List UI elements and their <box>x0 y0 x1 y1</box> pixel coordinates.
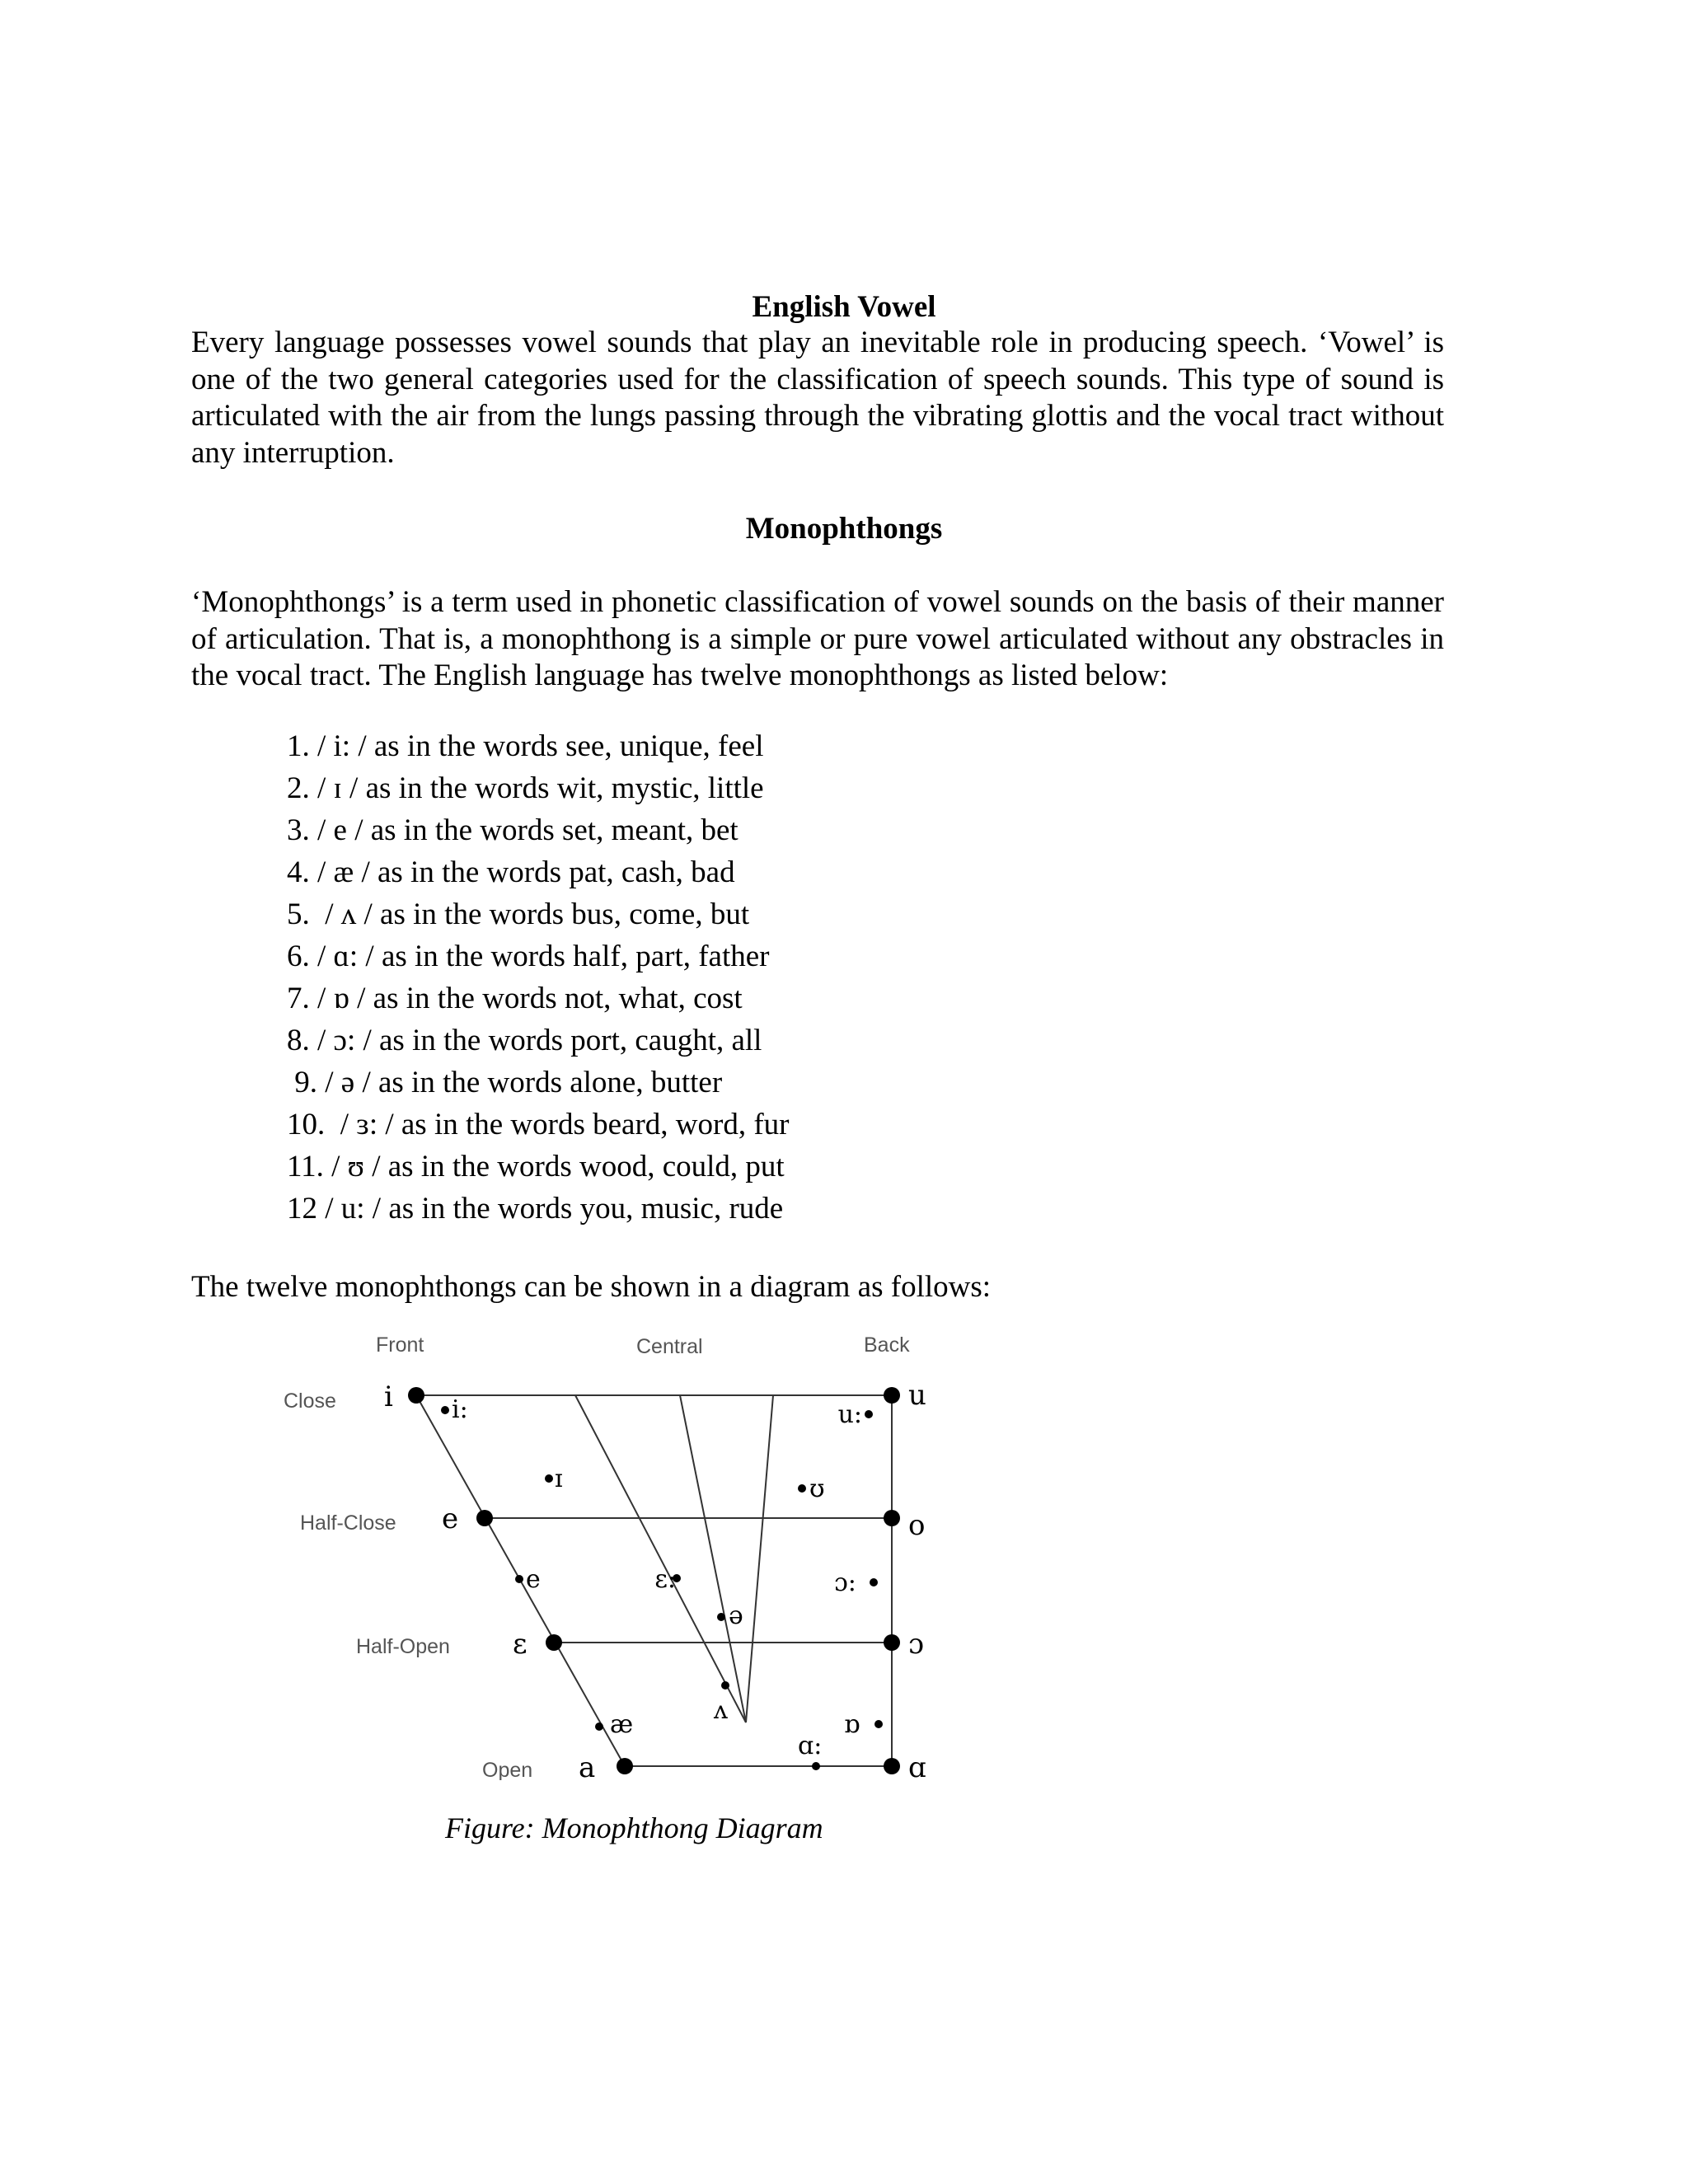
vowel-ae: æ <box>610 1710 634 1739</box>
list-item: 11. / ʊ / as in the words wood, could, put <box>287 1150 785 1183</box>
cardinal-front-half-close: e <box>442 1502 459 1535</box>
list-item: 7. / ɒ / as in the words not, what, cost <box>287 982 743 1015</box>
list-item: 4. / æ / as in the words pat, cash, bad <box>287 855 735 889</box>
cardinal-back-close: u <box>908 1379 926 1412</box>
vowel-u-long: u: <box>837 1400 862 1429</box>
row-label-close: Close <box>284 1390 336 1413</box>
vowel-schwa: ə <box>729 1601 743 1630</box>
cardinal-front-close: i <box>384 1380 393 1413</box>
figure-caption: Figure: Monophthong Diagram <box>445 1811 823 1844</box>
cardinal-back-half-open: ɔ <box>908 1628 925 1661</box>
row-label-open: Open <box>482 1759 533 1780</box>
col-label-front: Front <box>376 1333 424 1357</box>
vowel-i-long: i: <box>452 1395 468 1424</box>
subheading: Monophthongs <box>745 512 943 546</box>
vowel-open-o-short: ɒ <box>844 1710 860 1739</box>
list-item: 3. / e / as in the words set, meant, bet <box>287 813 738 847</box>
intro-paragraph: Every language possesses vowel sounds that play an inevitable role in producing speech. ‘Vowel’ is one of the two general categories used for the classification of speech sounds. This type of sound is articulated with the air from the lungs passing through the vibrating glottis and the vocal tract without any interruption. <box>191 326 1444 470</box>
list-item: 1. / i: / as in the words see, unique, feel <box>287 729 764 763</box>
vowel-er-long: ɛ: <box>654 1565 676 1594</box>
vowel-a-long: ɑ: <box>798 1732 823 1760</box>
list-item: 8. / ɔ: / as in the words port, caught, all <box>287 1024 762 1057</box>
list-item: 9. / ə / as in the words alone, butter <box>287 1066 723 1099</box>
cardinal-front-open: a <box>579 1751 596 1780</box>
cardinal-back-open: ɑ <box>908 1751 926 1780</box>
cardinal-back-half-close: o <box>908 1509 926 1542</box>
vowel-e: e <box>526 1565 541 1594</box>
monophthong-list <box>287 725 789 1230</box>
monophthong-paragraph: ‘Monophthongs’ is a term used in phonetic classification of vowel sounds on the basis of their manner of articulation. That is, a monophthong is a simple or pure vowel articulated without any obstracles in the vocal tract. The English language has twelve monophthongs as listed below: <box>191 585 1444 692</box>
row-label-half-close: Half-Close <box>300 1511 396 1535</box>
col-label-back: Back <box>864 1333 910 1357</box>
list-item: 12 / u: / as in the words you, music, rude <box>287 1192 784 1226</box>
monophthong-diagram <box>272 1319 948 1780</box>
vowel-wedge: ʌ <box>714 1696 728 1725</box>
list-item: 5. / ʌ / as in the words bus, come, but <box>287 898 750 931</box>
vowel-upsilon: ʊ <box>809 1474 825 1503</box>
vowel-open-o-long: ɔ: <box>834 1568 856 1597</box>
vowel-short-i: ɪ <box>555 1465 563 1493</box>
list-item: 10. / ɜ: / as in the words beard, word, fur <box>287 1108 790 1141</box>
diagram-intro: The twelve monophthongs can be shown in a diagram as follows: <box>191 1270 992 1304</box>
cardinal-front-half-open: ɛ <box>513 1628 528 1661</box>
row-label-half-open: Half-Open <box>356 1635 450 1658</box>
list-item: 6. / ɑ: / as in the words half, part, father <box>287 940 770 973</box>
list-item: 2. / ɪ / as in the words wit, mystic, little <box>287 771 764 805</box>
col-label-central: Central <box>636 1335 703 1358</box>
heading: English Vowel <box>752 290 936 324</box>
